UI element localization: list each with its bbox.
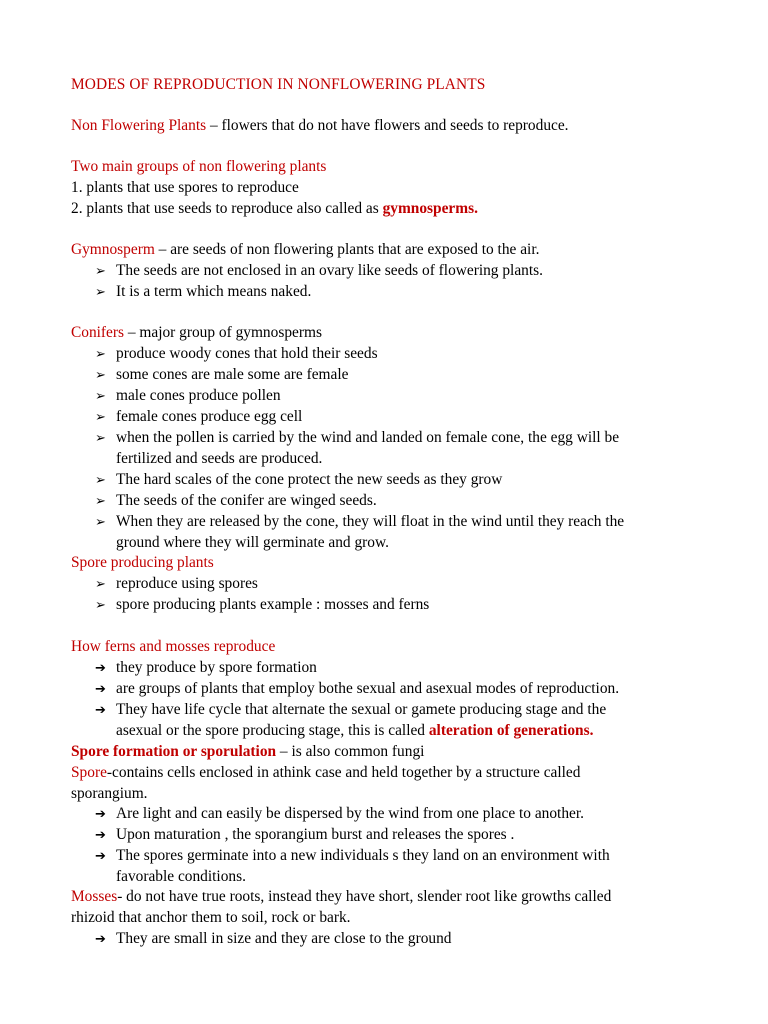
definition-text: -contains cells enclosed in athink case and held together by a structure called	[106, 764, 581, 781]
list-item: ➢ some cones are male some are female	[95, 365, 348, 387]
arrow-bullet-icon: ➔	[95, 828, 106, 843]
list-item-continuation: fertilized and seeds are produced.	[116, 450, 323, 467]
groups-item-1: 1. plants that use spores to reproduce	[71, 179, 299, 196]
list-item: ➔ Upon maturation , the sporangium burst and releases the spores .	[95, 825, 514, 847]
list-item: ➢ produce woody cones that hold their seeds	[95, 344, 378, 366]
mosses-definition-continuation: rhizoid that anchor them to soil, rock or bark.	[71, 909, 351, 926]
term-sporulation: Spore formation or sporulation	[71, 743, 277, 760]
ferns-heading: How ferns and mosses reproduce	[71, 638, 276, 655]
definition-text: – flowers that do not have flowers and seeds to reproduce.	[206, 117, 569, 134]
check-bullet-icon: ➢	[95, 264, 106, 279]
groups-item-2-text: 2. plants that use seeds to reproduce also called as	[71, 200, 383, 217]
list-item: ➢ male cones produce pollen	[95, 386, 281, 408]
list-item: ➢ When they are released by the cone, they will float in the wind until they reach the	[95, 512, 624, 534]
check-bullet-icon: ➢	[95, 473, 106, 488]
conifers-definition	[71, 323, 322, 344]
definition-text: – are seeds of non flowering plants that are exposed to the air.	[154, 241, 540, 258]
term-gymnosperm: Gymnosperm	[71, 241, 155, 258]
definition-text: – is also common fungi	[276, 743, 425, 760]
definition-text: - do not have true roots, instead they have short, slender root like growths called	[117, 888, 612, 905]
groups-item-2	[71, 199, 478, 220]
list-item: ➔ Are light and can easily be dispersed by the wind from one place to another.	[95, 804, 584, 826]
arrow-bullet-icon: ➔	[95, 849, 106, 864]
term-alteration: alteration of generations.	[428, 722, 594, 739]
list-item: ➔ are groups of plants that employ bothe sexual and asexual modes of reproduction.	[95, 679, 619, 701]
arrow-bullet-icon: ➔	[95, 703, 106, 718]
groups-heading: Two main groups of non flowering plants	[71, 158, 327, 175]
list-item: ➢ The seeds are not enclosed in an ovary like seeds of flowering plants.	[95, 261, 543, 283]
arrow-bullet-icon: ➔	[95, 682, 106, 697]
term-gymnosperms: gymnosperms.	[382, 200, 478, 217]
term-nonflowering: Non Flowering Plants	[71, 117, 207, 134]
check-bullet-icon: ➢	[95, 410, 106, 425]
list-item: ➢ spore producing plants example : mosses and ferns	[95, 595, 429, 617]
check-bullet-icon: ➢	[95, 368, 106, 383]
list-item: ➔ They are small in size and they are close to the ground	[95, 929, 451, 951]
list-item: ➢ It is a term which means naked.	[95, 282, 311, 304]
check-bullet-icon: ➢	[95, 494, 106, 509]
check-bullet-icon: ➢	[95, 347, 106, 362]
term-mosses: Mosses	[71, 888, 118, 905]
list-item: ➔ They have life cycle that alternate the sexual or gamete producing stage and the	[95, 700, 606, 722]
arrow-bullet-icon: ➔	[95, 807, 106, 822]
mosses-definition	[71, 887, 611, 908]
list-item: ➔ The spores germinate into a new individuals s they land on an environment with	[95, 846, 610, 868]
list-item: ➔ they produce by spore formation	[95, 658, 317, 680]
list-item: ➢ female cones produce egg cell	[95, 407, 302, 429]
check-bullet-icon: ➢	[95, 598, 106, 613]
list-item: ➢ reproduce using spores	[95, 574, 258, 596]
list-item: ➢ The seeds of the conifer are winged seeds.	[95, 491, 377, 513]
spore-definition-continuation: sporangium.	[71, 785, 148, 802]
nonflowering-definition	[71, 116, 569, 137]
list-item: ➢ when the pollen is carried by the wind and landed on female cone, the egg will be	[95, 428, 619, 450]
arrow-bullet-icon: ➔	[95, 661, 106, 676]
term-spore: Spore	[71, 764, 107, 781]
spore-plants-heading: Spore producing plants	[71, 554, 214, 571]
check-bullet-icon: ➢	[95, 577, 106, 592]
term-conifers: Conifers	[71, 324, 125, 341]
list-item-continuation: asexual or the spore producing stage, this is called alteration of generations.	[116, 722, 594, 739]
list-item-continuation: ground where they will germinate and grow.	[116, 534, 389, 551]
spore-definition	[71, 763, 580, 784]
check-bullet-icon: ➢	[95, 285, 106, 300]
definition-text: – major group of gymnosperms	[124, 324, 322, 341]
list-item: ➢ The hard scales of the cone protect the new seeds as they grow	[95, 470, 502, 492]
gymnosperm-definition	[71, 240, 539, 261]
check-bullet-icon: ➢	[95, 431, 106, 446]
document-title: MODES OF REPRODUCTION IN NONFLOWERING PLANTS	[71, 76, 486, 93]
check-bullet-icon: ➢	[95, 515, 106, 530]
list-item-continuation: favorable conditions.	[116, 868, 246, 885]
check-bullet-icon: ➢	[95, 389, 106, 404]
arrow-bullet-icon: ➔	[95, 932, 106, 947]
sporulation-definition	[71, 742, 424, 763]
